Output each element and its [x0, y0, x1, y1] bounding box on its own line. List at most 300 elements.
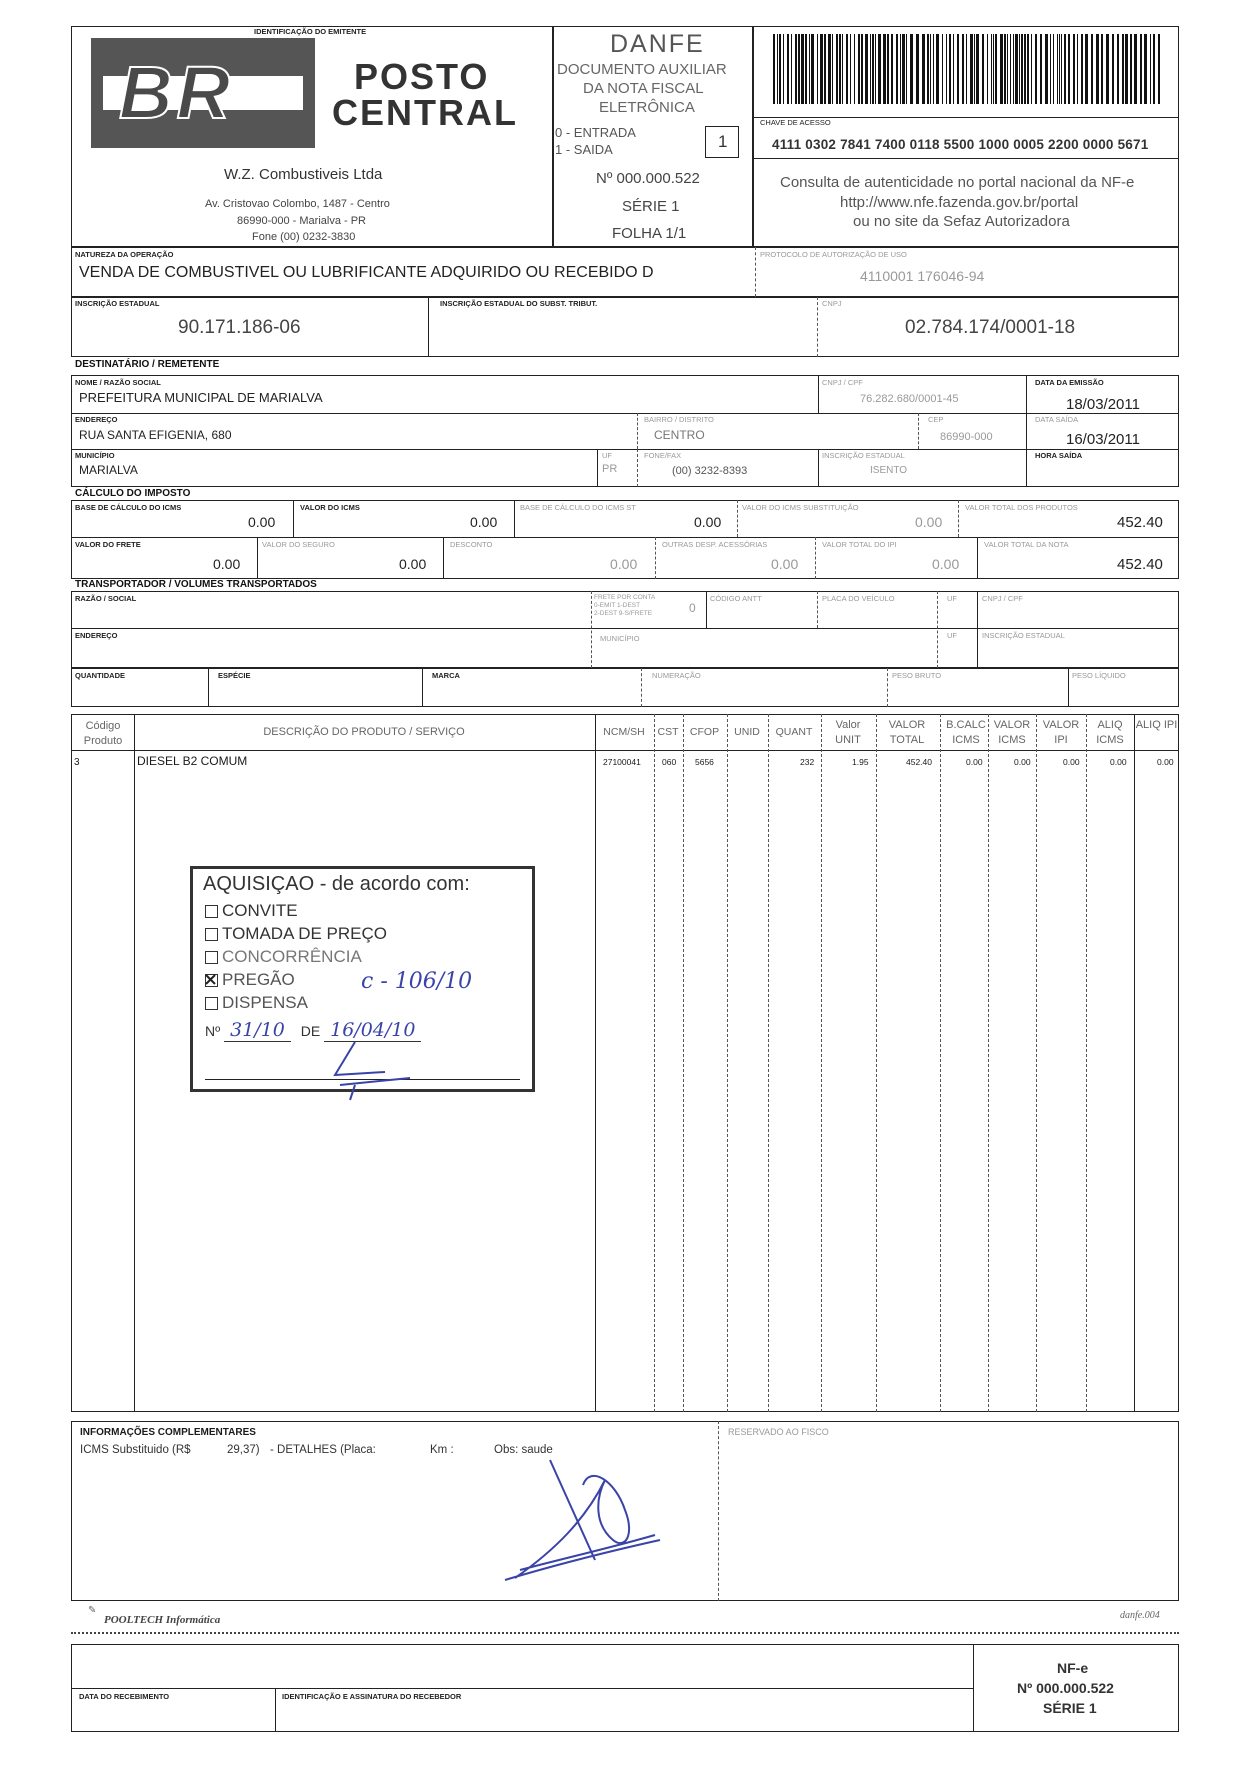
destinatario-section-label: DESTINATÁRIO / REMETENTE — [75, 359, 220, 370]
imposto-r2-value-4: 0.00 — [932, 556, 960, 572]
th-bcicms: B.CALC ICMS — [946, 719, 986, 746]
stamp-title: AQUISIÇAO - de acordo com: — [203, 873, 470, 895]
dest-endereco-value: RUA SANTA EFIGENIA, 680 — [79, 428, 232, 442]
imposto-r2-label-0: VALOR DO FRETE — [75, 540, 141, 549]
barcode-bar — [1050, 34, 1051, 104]
barcode-bar — [1144, 34, 1147, 104]
barcode-bar — [949, 34, 951, 104]
danfe-numero: Nº 000.000.522 — [596, 170, 700, 187]
stamp-option-dispensa: DISPENSA — [205, 993, 308, 1013]
th-quant: QUANT — [775, 726, 813, 738]
col-aicms — [1086, 714, 1087, 1412]
item-vtotal: 452.40 — [906, 757, 932, 767]
barcode-bar — [982, 34, 984, 104]
info-km: Km : — [430, 1444, 454, 1456]
stamp-numero: 31/10 — [224, 1019, 291, 1042]
canhoto-recebimento-label: DATA DO RECEBIMENTO — [79, 1692, 170, 1701]
transp-frete-line-3: 2-DEST 9-S/FRETE — [594, 610, 653, 617]
dest-ie-value: ISENTO — [870, 465, 908, 476]
transp-marca-label: MARCA — [432, 671, 460, 680]
canhoto-col-assinatura — [275, 1688, 276, 1732]
imposto-r1-value-1: 0.00 — [470, 514, 498, 530]
th-descricao: DESCRIÇÃO DO PRODUTO / SERVIÇO — [263, 726, 465, 738]
barcode-bar — [936, 34, 939, 104]
item-codigo: 3 — [74, 757, 80, 768]
barcode-bar — [1021, 34, 1023, 104]
imposto-r1-value-0: 0.00 — [248, 514, 276, 530]
barcode-bar — [1061, 34, 1062, 104]
col-aipi — [1134, 714, 1135, 1412]
barcode-bar — [1101, 34, 1103, 104]
barcode-bar — [846, 34, 848, 104]
barcode-bar — [1130, 34, 1132, 104]
item-aipi: 0.00 — [1157, 757, 1174, 767]
br-logo — [91, 38, 315, 148]
imposto-r2-divider-1 — [257, 537, 258, 579]
barcode-bar — [783, 34, 784, 104]
imposto-r2-value-0: 0.00 — [213, 556, 241, 572]
imposto-row-divider — [71, 537, 1179, 538]
item-vipi: 0.00 — [1063, 757, 1080, 767]
dest-col-cnpj — [818, 375, 819, 413]
checkbox-dispensa — [205, 997, 218, 1010]
dest-municipio-label: MUNICÍPIO — [75, 451, 115, 460]
checkbox-tomada — [205, 928, 218, 941]
canhoto-nfe: NF-e — [1057, 1660, 1089, 1676]
emitente-city: 86990-000 - Marialva - PR — [237, 215, 367, 227]
transp-col-placa — [817, 591, 818, 628]
barcode-bar — [1096, 34, 1099, 104]
transp-col-liquido — [1068, 668, 1069, 707]
stamp-option-tomada: TOMADA DE PREÇO — [205, 924, 387, 944]
dest-col-cep — [918, 413, 919, 449]
chave-divider-bottom — [753, 158, 1179, 159]
barcode-bar — [1004, 34, 1006, 104]
transp-col-especie — [208, 668, 209, 707]
th-codigo: Código Produto — [83, 720, 123, 747]
col-vtotal — [876, 714, 877, 1412]
barcode-bar — [1117, 34, 1119, 104]
barcode-bar — [995, 34, 997, 104]
barcode-bar — [896, 34, 898, 104]
item-cfop: 5656 — [695, 757, 714, 767]
transp-frete-line-2: 0-EMIT 1-DEST — [594, 602, 641, 609]
info-icms: ICMS Substituido (R$ — [80, 1444, 191, 1456]
barcode-bar — [1007, 34, 1008, 104]
transp-especie-label: ESPÉCIE — [218, 671, 251, 680]
barcode-bar — [854, 34, 855, 104]
barcode-bar — [1125, 34, 1128, 104]
transp-frete-label — [594, 594, 655, 618]
iest-label: INSCRIÇÃO ESTADUAL DO SUBST. TRIBUT. — [440, 299, 598, 308]
checkbox-pregao-checked — [205, 974, 218, 987]
transp-frete-value: 0 — [689, 601, 696, 615]
barcode-bar — [878, 34, 881, 104]
danfe-folha: FOLHA 1/1 — [612, 225, 687, 242]
barcode-bar — [861, 34, 863, 104]
barcode-bar — [970, 34, 973, 104]
item-quant: 232 — [800, 757, 815, 767]
th-cst: CST — [657, 726, 679, 738]
barcode-bar — [916, 34, 919, 104]
item-aicms: 0.00 — [1110, 757, 1127, 767]
protocolo-value: 4110001 176046-94 — [860, 268, 985, 284]
chave-label: CHAVE DE ACESSO — [760, 118, 831, 127]
barcode-bar — [1158, 34, 1160, 104]
col-unid — [727, 714, 728, 1412]
imposto-r2-divider-4 — [815, 537, 816, 579]
barcode-bar — [828, 34, 831, 104]
barcode-bar — [953, 34, 954, 104]
th-aicms: ALIQ ICMS — [1096, 719, 1124, 746]
barcode-bar — [900, 34, 901, 104]
transp-uf2-label: UF — [947, 631, 957, 640]
imposto-r2-label-4: VALOR TOTAL DO IPI — [822, 540, 897, 549]
dest-cep-value: 86990-000 — [940, 431, 993, 443]
barcode-bar — [773, 34, 775, 104]
item-vicms: 0.00 — [1014, 757, 1031, 767]
barcode-bar — [801, 34, 804, 104]
barcode-bar — [910, 34, 913, 104]
checkbox-convite — [205, 905, 218, 918]
imposto-r1-value-4: 452.40 — [1117, 514, 1163, 531]
checkbox-concorrencia — [205, 951, 218, 964]
imposto-r1-label-2: BASE DE CÁLCULO DO ICMS ST — [520, 503, 636, 512]
barcode-bar — [870, 34, 871, 104]
emitente-section-label: IDENTIFICAÇÃO DO EMITENTE — [254, 27, 367, 36]
emitente-phone: Fone (00) 0232-3830 — [252, 231, 356, 243]
barcode-bar — [787, 34, 789, 104]
dest-municipio-value: MARIALVA — [79, 463, 138, 477]
stamp-option-convite: CONVITE — [205, 901, 298, 921]
cnpj-emitente-value: 02.784.174/0001-18 — [905, 317, 1076, 338]
consulta-line-2: http://www.nfe.fazenda.gov.br/portal — [840, 194, 1079, 211]
barcode-bar — [842, 34, 843, 104]
transp-municipio-label: MUNICÍPIO — [600, 634, 640, 643]
barcode-bar — [811, 34, 814, 104]
consulta-line-3: ou no site da Sefaz Autorizadora — [853, 213, 1070, 230]
barcode-bar — [891, 34, 893, 104]
transp-col-marca — [422, 668, 423, 707]
barcode-bar — [1091, 34, 1093, 104]
barcode-bar — [902, 34, 905, 104]
stamp-handwritten-process: c - 106/10 — [361, 969, 473, 994]
canhoto-numero: Nº 000.000.522 — [1017, 1680, 1114, 1696]
barcode-bar — [976, 34, 979, 104]
imposto-r2-label-5: VALOR TOTAL DA NOTA — [984, 540, 1069, 549]
produtos-header-divider — [71, 750, 1179, 751]
barcode-bar — [1150, 34, 1151, 104]
barcode-bar — [946, 34, 947, 104]
dest-endereco-label: ENDEREÇO — [75, 415, 118, 424]
th-vunit: Valor UNIT — [835, 719, 861, 746]
danfe-tipo-value: 1 — [718, 132, 728, 151]
dest-fone-label: FONE/FAX — [644, 451, 682, 460]
barcode-bar — [966, 34, 967, 104]
th-ncm: NCM/SH — [603, 726, 645, 738]
imposto-r1-label-3: VALOR DO ICMS SUBSTITUIÇÃO — [742, 503, 859, 512]
imposto-r2-label-3: OUTRAS DESP. ACESSÓRIAS — [662, 540, 768, 549]
imposto-r2-value-2: 0.00 — [610, 556, 638, 572]
imposto-r2-value-1: 0.00 — [399, 556, 427, 572]
barcode-bar — [887, 34, 889, 104]
barcode-bar — [795, 34, 797, 104]
transp-uf-label: UF — [947, 594, 957, 603]
dest-col-date — [1026, 375, 1027, 487]
barcode-bar — [809, 34, 810, 104]
barcode-bar — [839, 34, 841, 104]
danfe-saida: 1 - SAIDA — [555, 142, 613, 157]
barcode-bar — [1035, 34, 1037, 104]
barcode-bar — [1140, 34, 1142, 104]
item-vunit: 1.95 — [852, 757, 869, 767]
transportador-section-label: TRANSPORTADOR / VOLUMES TRANSPORTADOS — [75, 579, 317, 590]
canhoto-row-divider — [71, 1688, 973, 1689]
canhoto-assinatura-label: IDENTIFICAÇÃO E ASSINATURA DO RECEBEDOR — [282, 1692, 462, 1701]
cnpj-emitente-label: CNPJ — [822, 299, 842, 308]
dest-cnpj-label: CNPJ / CPF — [822, 378, 863, 387]
brand-posto: POSTO — [354, 56, 490, 97]
dest-date-divider-2 — [1026, 449, 1179, 450]
imposto-r1-label-4: VALOR TOTAL DOS PRODUTOS — [965, 503, 1078, 512]
barcode-bar — [991, 34, 992, 104]
danfe-subtitle-1: DOCUMENTO AUXILIAR — [557, 61, 727, 78]
chave-value: 4111 0302 7841 7400 0118 5500 1000 0005 2200 0000 5671 — [772, 137, 1149, 152]
imposto-r2-value-5: 452.40 — [1117, 556, 1163, 573]
barcode-bar — [1081, 34, 1083, 104]
transp-frete-line-1: FRETE POR CONTA — [594, 594, 656, 601]
barcode-bar — [832, 34, 833, 104]
footer-model: danfe.004 — [1120, 1610, 1160, 1621]
dest-date-divider-1 — [1026, 413, 1179, 414]
barcode-bar — [1013, 34, 1014, 104]
dest-row-divider-2 — [71, 449, 1026, 450]
item-cst: 060 — [662, 757, 677, 767]
danfe-serie: SÉRIE 1 — [622, 198, 680, 215]
barcode-bar — [777, 34, 778, 104]
transp-col-bruto — [887, 668, 888, 707]
barcode-bar — [993, 34, 994, 104]
dest-ie-label: INSCRIÇÃO ESTADUAL — [822, 451, 905, 460]
barcode-bar — [962, 34, 964, 104]
barcode-bar — [875, 34, 876, 104]
consulta-line-1: Consulta de autenticidade no portal nacional da NF-e — [780, 174, 1135, 191]
imposto-r1-label-0: BASE DE CÁLCULO DO ICMS — [75, 503, 182, 512]
col-ncm — [595, 714, 596, 1412]
barcode-bar — [942, 34, 943, 104]
barcode-bar — [1112, 34, 1114, 104]
transp-endereco-label: ENDEREÇO — [75, 631, 118, 640]
transp-cnpj-label: CNPJ / CPF — [982, 594, 1023, 603]
imposto-r1-divider-1 — [293, 500, 294, 537]
stamp-option-pregao: PREGÃO — [205, 970, 295, 990]
info-divider — [718, 1421, 719, 1601]
barcode-bar — [883, 34, 886, 104]
inscricao-divider-1 — [428, 297, 429, 357]
item-descricao: DIESEL B2 COMUM — [137, 754, 248, 768]
col-bcicms — [940, 714, 941, 1412]
barcode-bar — [817, 34, 818, 104]
danfe-subtitle-3: ELETRÔNICA — [599, 99, 695, 116]
barcode-bar — [1153, 34, 1155, 104]
danfe-title: DANFE — [610, 30, 705, 58]
imposto-r1-divider-3 — [737, 500, 738, 537]
transp-razao-label: RAZÃO / SOCIAL — [75, 594, 137, 603]
danfe-entrada: 0 - ENTRADA — [555, 125, 636, 140]
barcode-bar — [1077, 34, 1078, 104]
dest-saida-value: 16/03/2011 — [1066, 431, 1140, 448]
th-cfop: CFOP — [689, 726, 720, 738]
imposto-r1-value-2: 0.00 — [694, 514, 722, 530]
barcode-bar — [1122, 34, 1124, 104]
barcode — [773, 34, 1161, 104]
brand-central: CENTRAL — [332, 92, 518, 133]
barcode-bar — [1027, 34, 1029, 104]
barcode-bar — [858, 34, 860, 104]
col-vunit — [821, 714, 822, 1412]
ie-label: INSCRIÇÃO ESTADUAL — [75, 299, 160, 308]
dest-bairro-label: BAIRRO / DISTRITO — [644, 415, 714, 424]
dest-uf-label: UF — [602, 451, 612, 460]
barcode-bar — [791, 34, 792, 104]
stamp-option-concorrencia: CONCORRÊNCIA — [205, 947, 362, 967]
ie-value: 90.171.186-06 — [178, 317, 301, 338]
barcode-bar — [1010, 34, 1011, 104]
info-icms-value: 29,37) — [227, 1444, 260, 1456]
dest-nome-value: PREFEITURA MUNICIPAL DE MARIALVA — [79, 390, 323, 405]
transp-placa-label: PLACA DO VEÍCULO — [822, 594, 895, 603]
barcode-bar — [1085, 34, 1088, 104]
stamp-numero-line: Nº 31/10 DE 16/04/10 — [205, 1019, 421, 1041]
signature-scribble — [495, 1440, 675, 1590]
imposto-r1-value-3: 0.00 — [915, 514, 943, 530]
barcode-bar — [1068, 34, 1070, 104]
transp-col-numeracao — [641, 668, 642, 707]
barcode-bar — [1073, 34, 1075, 104]
barcode-bar — [865, 34, 868, 104]
info-obs: Obs: saude — [494, 1444, 553, 1456]
dest-fone-value: (00) 3232-8393 — [672, 465, 748, 477]
dest-col-ie — [818, 449, 819, 487]
br-logo-text: BR — [119, 51, 234, 134]
natureza-label: NATUREZA DA OPERAÇÃO — [75, 250, 174, 259]
natureza-value: VENDA DE COMBUSTIVEL OU LUBRIFICANTE ADQUIRIDO OU RECEBIDO D — [79, 264, 654, 281]
col-quant — [768, 714, 769, 1412]
col-vicms — [988, 714, 989, 1412]
cut-line — [71, 1632, 1179, 1634]
dest-uf-value: PR — [602, 463, 618, 475]
dest-nome-label: NOME / RAZÃO SOCIAL — [75, 378, 161, 387]
dest-emissao-label: DATA DA EMISSÃO — [1035, 378, 1104, 387]
barcode-bar — [1000, 34, 1003, 104]
info-detalhes: - DETALHES (Placa: — [270, 1444, 376, 1456]
emitente-address: Av. Cristovao Colombo, 1487 - Centro — [205, 198, 390, 210]
transp-numeracao-label: NUMERAÇÃO — [652, 671, 701, 680]
danfe-subtitle-2: DA NOTA FISCAL — [583, 80, 704, 97]
pooltech-icon: ✎ — [88, 1605, 97, 1616]
barcode-bar — [850, 34, 851, 104]
barcode-bar — [805, 34, 807, 104]
footer-software: POOLTECH Informática — [104, 1614, 221, 1626]
transp-antt-label: CÓDIGO ANTT — [710, 594, 762, 603]
transp-ie-label: INSCRIÇÃO ESTADUAL — [982, 631, 1065, 640]
dest-row-divider-1 — [71, 413, 1026, 414]
inscricao-divider-2 — [817, 297, 818, 357]
imposto-r2-label-2: DESCONTO — [450, 540, 493, 549]
info-label: INFORMAÇÕES COMPLEMENTARES — [80, 1427, 256, 1438]
transp-qtd-label: QUANTIDADE — [75, 671, 125, 680]
transp-liquido-label: PESO LÍQUIDO — [1072, 671, 1126, 680]
th-vtotal: VALOR TOTAL — [888, 719, 926, 746]
col-cst — [654, 714, 655, 1412]
barcode-bar — [1057, 34, 1058, 104]
dest-bairro-value: CENTRO — [654, 428, 705, 442]
transp-col-cnpj — [977, 591, 978, 668]
item-bcicms: 0.00 — [966, 757, 983, 767]
barcode-bar — [1053, 34, 1054, 104]
dest-col-bairro — [637, 413, 638, 449]
barcode-bar — [1031, 34, 1032, 104]
protocolo-label: PROTOCOLO DE AUTORIZAÇÃO DE USO — [760, 250, 907, 259]
imposto-r2-divider-5 — [977, 537, 978, 579]
dest-emissao-value: 18/03/2011 — [1066, 396, 1140, 413]
stamp-signature — [315, 1030, 435, 1110]
barcode-bar — [930, 34, 931, 104]
stamp-data: 16/04/10 — [324, 1019, 421, 1042]
col-vipi — [1036, 714, 1037, 1412]
transp-col-frete — [591, 591, 592, 668]
dest-col-fone — [637, 449, 638, 487]
barcode-bar — [1064, 34, 1066, 104]
barcode-bar — [957, 34, 959, 104]
canhoto-serie: SÉRIE 1 — [1043, 1700, 1097, 1716]
natureza-divider — [755, 247, 756, 297]
item-ncm: 27100041 — [603, 757, 641, 767]
th-unid: UNID — [734, 726, 760, 738]
th-aipi: ALIQ IPI — [1135, 719, 1178, 731]
barcode-bar — [1106, 34, 1109, 104]
barcode-bar — [1040, 34, 1042, 104]
dest-saida-label: DATA SAÍDA — [1035, 415, 1079, 424]
barcode-bar — [798, 34, 800, 104]
imposto-r2-divider-2 — [443, 537, 444, 579]
th-vipi: VALOR IPI — [1042, 719, 1080, 746]
emitente-company: W.Z. Combustiveis Ltda — [224, 166, 383, 183]
barcode-bar — [974, 34, 975, 104]
barcode-bar — [1015, 34, 1018, 104]
barcode-bar — [1024, 34, 1026, 104]
imposto-r1-divider-4 — [958, 500, 959, 537]
barcode-bar — [906, 34, 907, 104]
dest-col-uf — [597, 449, 598, 487]
imposto-r1-divider-2 — [514, 500, 515, 537]
barcode-bar — [836, 34, 838, 104]
barcode-bar — [779, 34, 781, 104]
col-cfop — [683, 714, 684, 1412]
dest-cep-label: CEP — [928, 415, 944, 424]
imposto-section-label: CÁLCULO DO IMPOSTO — [75, 488, 191, 499]
reservado-label: RESERVADO AO FISCO — [728, 1427, 829, 1437]
imposto-r1-label-1: VALOR DO ICMS — [300, 503, 360, 512]
barcode-bar — [987, 34, 988, 104]
barcode-bar — [1134, 34, 1137, 104]
transp-col-antt — [706, 591, 707, 628]
imposto-r2-divider-3 — [655, 537, 656, 579]
transp-bruto-label: PESO BRUTO — [892, 671, 942, 680]
barcode-bar — [1045, 34, 1048, 104]
dest-hora-label: HORA SAÍDA — [1035, 451, 1083, 460]
barcode-bar — [872, 34, 874, 104]
